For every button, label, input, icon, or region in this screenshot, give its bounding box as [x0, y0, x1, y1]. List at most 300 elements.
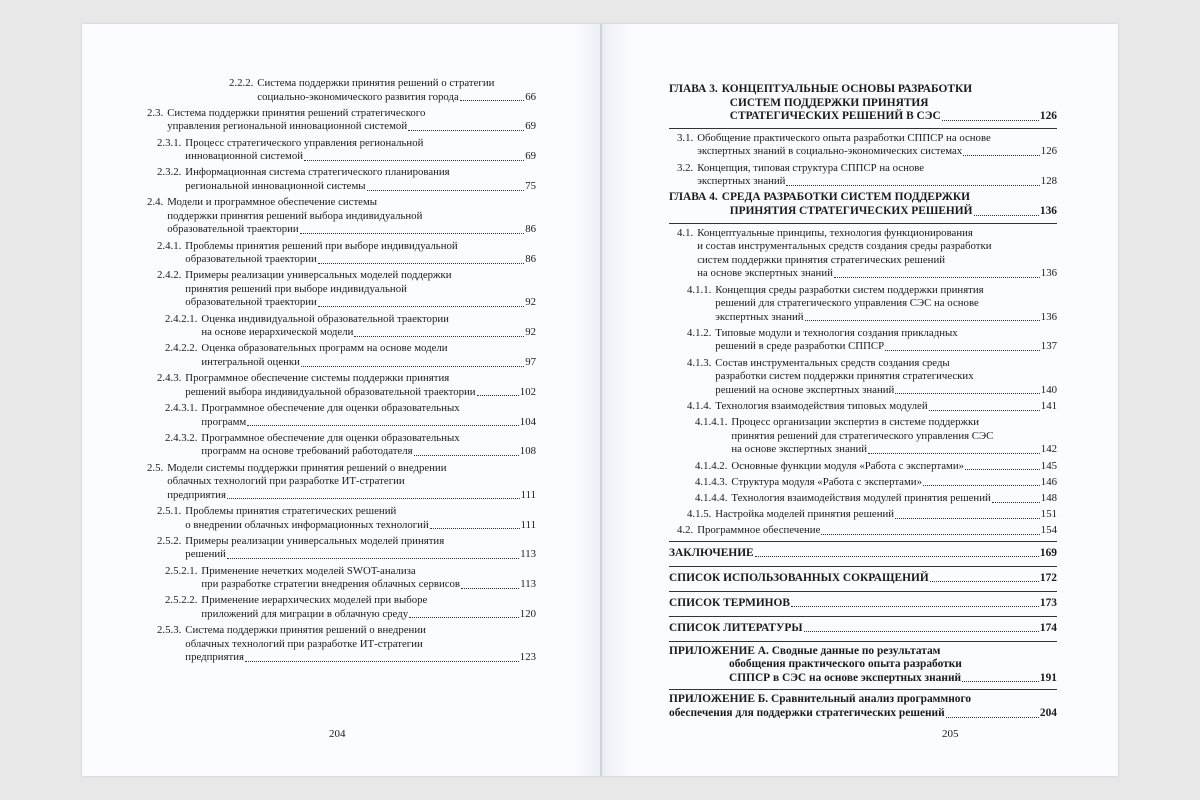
chapter-rule — [669, 128, 1057, 129]
toc-entry[interactable] — [669, 416, 1057, 457]
appendix-line — [669, 707, 1057, 721]
toc-entry-line — [669, 357, 1057, 371]
toc-entry-line — [669, 254, 1057, 268]
chapter-page: 136 — [1039, 204, 1057, 217]
toc-entry-page: 123 — [519, 651, 536, 664]
dot-leader — [227, 498, 520, 499]
toc-main-line — [669, 622, 1057, 635]
toc-entry-text: образовательной траектории — [185, 253, 317, 266]
toc-entry[interactable] — [669, 460, 1057, 474]
toc-entry-line — [147, 535, 536, 549]
toc-main-entry[interactable] — [669, 547, 1057, 560]
toc-main-page: 172 — [1039, 571, 1057, 584]
toc-entry-line — [147, 578, 536, 592]
toc-entry-line — [669, 416, 1057, 430]
toc-entry-text: Оценка образовательных программ на основе модели — [201, 342, 448, 355]
toc-entry-page: 137 — [1040, 340, 1057, 353]
toc-entry-number: 4.1. — [677, 226, 694, 239]
toc-entry-number: 2.4. — [147, 196, 164, 209]
toc-entry-text: и состав инструментальных средств создания среды разработки — [697, 240, 992, 253]
toc-entry-page: 146 — [1040, 475, 1057, 488]
toc-entry[interactable] — [669, 492, 1057, 506]
dot-leader — [245, 661, 519, 662]
toc-entry-text: решений на основе экспертных знаний — [715, 383, 895, 396]
chapter-title: КОНЦЕПТУАЛЬНЫЕ ОСНОВЫ РАЗРАБОТКИ — [721, 83, 973, 95]
toc-entry-text: социально-экономического развития города — [257, 90, 459, 103]
toc-entry-page: 126 — [1040, 145, 1057, 158]
toc-entry[interactable] — [669, 327, 1057, 354]
toc-entry[interactable] — [147, 565, 536, 592]
toc-entry-number: 2.5. — [147, 461, 164, 474]
toc-entry-text: интегральной оценки — [201, 356, 300, 369]
toc-entry-page: 92 — [525, 296, 536, 309]
toc-entry-text: при разработке стратегии внедрения облачных сервисов — [201, 578, 461, 591]
toc-entry-line — [147, 253, 536, 267]
toc-entry[interactable] — [669, 284, 1057, 325]
toc-entry-text: управления региональной инновационной системой — [167, 120, 408, 133]
toc-entry-text: поддержки принятия решений выбора индивидуальной — [167, 209, 423, 222]
toc-entry[interactable] — [147, 107, 536, 134]
toc-entry-line — [147, 594, 536, 608]
toc-entry-line — [147, 356, 536, 370]
toc-entry-line — [147, 296, 536, 310]
dot-leader — [895, 518, 1040, 519]
toc-entry-text: Технология взаимодействия типовых модулей — [715, 400, 928, 413]
toc-entry[interactable] — [147, 402, 536, 429]
dot-leader — [804, 631, 1039, 632]
toc-entry-number: 4.1.5. — [687, 508, 712, 521]
dot-leader — [461, 588, 519, 589]
toc-entry-number: 2.4.1. — [157, 239, 182, 252]
toc-entry-number: 2.5.2.1. — [165, 564, 198, 577]
toc-entry-page: 141 — [1040, 400, 1057, 413]
toc-entry-page: 108 — [519, 445, 536, 458]
toc-entry[interactable] — [147, 535, 536, 562]
toc-entry-line — [147, 120, 536, 134]
toc-entry-page: 111 — [520, 518, 536, 531]
appendix-text: СППСР в СЭС на основе экспертных знаний — [729, 671, 962, 684]
toc-entry-text: экспертных знаний в социально-экономических системах — [697, 145, 963, 158]
toc-entry-number: 2.5.3. — [157, 624, 182, 637]
toc-entry-line — [147, 624, 536, 638]
toc-entry-text: Процесс стратегического управления региональной — [185, 136, 424, 149]
dot-leader — [367, 190, 525, 191]
toc-entry-page: 92 — [525, 326, 536, 339]
chapter-line — [669, 205, 1057, 219]
toc-entry-line — [147, 505, 536, 519]
toc-main-line — [669, 597, 1057, 610]
toc-entry-text: о внедрении облачных информационных технологий — [185, 518, 429, 531]
toc-entry-line — [669, 132, 1057, 146]
toc-entry-number: 2.3. — [147, 106, 164, 119]
toc-main-title: СПИСОК ИСПОЛЬЗОВАННЫХ СОКРАЩЕНИЙ — [669, 571, 929, 584]
dot-leader — [408, 130, 524, 131]
toc-entry-number: 4.1.4.2. — [695, 459, 728, 472]
toc-entry-line — [147, 166, 536, 180]
appendix-line — [669, 645, 1057, 659]
toc-entry-number: 4.1.4.4. — [695, 491, 728, 504]
toc-entry-text: облачных технологий при разработке ИТ-стратегии — [185, 637, 423, 650]
toc-entry-line — [147, 372, 536, 386]
toc-entry-number: 2.4.3. — [157, 372, 182, 385]
toc-entry-line — [147, 565, 536, 579]
dot-leader — [786, 185, 1039, 186]
toc-entry-text: Система поддержки принятия решений о внедрении — [185, 624, 426, 637]
toc-entry-line — [669, 284, 1057, 298]
toc-entry-page: 148 — [1040, 491, 1057, 504]
toc-entry-page: 128 — [1040, 175, 1057, 188]
section-rule — [669, 591, 1057, 592]
toc-entry-line — [147, 210, 536, 224]
dot-leader — [430, 528, 520, 529]
toc-entry-line — [147, 77, 536, 91]
toc-entry-line — [147, 475, 536, 489]
chapter-title: СРЕДА РАЗРАБОТКИ СИСТЕМ ПОДДЕРЖКИ — [721, 191, 970, 204]
toc-entry[interactable] — [669, 524, 1057, 538]
chapter-3-heading[interactable] — [669, 83, 1057, 124]
toc-entry-page: 111 — [520, 488, 536, 501]
left-page — [82, 24, 600, 776]
toc-entry-number: 2.4.2.1. — [165, 312, 198, 325]
toc-entry-page: 142 — [1040, 443, 1057, 456]
toc-entry-number: 2.2.2. — [229, 77, 254, 89]
toc-main-entry[interactable] — [669, 622, 1057, 635]
chapter-number: ГЛАВА 4. — [669, 191, 718, 204]
toc-entry-page: 104 — [519, 415, 536, 428]
toc-main-title: СПИСОК ЛИТЕРАТУРЫ — [669, 621, 803, 634]
chapter-title: СТРАТЕГИЧЕСКИХ РЕШЕНИЙ В СЭС — [729, 110, 941, 123]
dot-leader — [992, 502, 1040, 503]
toc-entry-line — [669, 384, 1057, 398]
toc-entry-line — [669, 240, 1057, 254]
appendix-page: 204 — [1039, 706, 1057, 719]
toc-entry-text: экспертных знаний — [715, 310, 804, 323]
toc-entry-text: экспертных знаний — [697, 175, 786, 188]
toc-entry-line — [147, 548, 536, 562]
toc-entry-line — [147, 180, 536, 194]
chapter-page: 126 — [1039, 110, 1057, 123]
toc-entry-text: программ — [201, 415, 247, 428]
toc-entry-text: региональной инновационной системы — [185, 179, 366, 192]
toc-entry-line — [669, 508, 1057, 522]
chapter-line — [669, 110, 1057, 124]
chapter-line — [669, 191, 1057, 205]
toc-entry-text: Программное обеспечение для оценки образовательных — [201, 402, 460, 414]
toc-entry-text: Концептуальные принципы, технология функционирования — [697, 226, 973, 239]
chapter-line — [669, 97, 1057, 111]
toc-entry[interactable] — [147, 342, 536, 369]
toc-entry-line — [147, 432, 536, 446]
chapter-title: ПРИНЯТИЯ СТРАТЕГИЧЕСКИХ РЕШЕНИЙ — [729, 204, 973, 217]
dot-leader — [755, 556, 1039, 557]
toc-entry-line — [147, 462, 536, 476]
dot-leader — [791, 606, 1039, 607]
toc-entry-text: Оценка индивидуальной образовательной траектории — [201, 312, 449, 325]
toc-entry[interactable] — [669, 400, 1057, 414]
toc-entry-text: на основе экспертных знаний — [697, 267, 833, 280]
appendix-line — [669, 658, 1057, 672]
toc-entry-line — [669, 476, 1057, 490]
toc-entry-page: 120 — [519, 607, 536, 620]
dot-leader — [821, 534, 1039, 535]
toc-entry-text: решений выбора индивидуальной образовательной траектории — [185, 385, 476, 398]
toc-entry-text: облачных технологий при разработке ИТ-стратегии — [167, 475, 405, 488]
toc-entry-line — [147, 240, 536, 254]
toc-entry-text: образовательной траектории — [185, 296, 317, 309]
toc-entry-text: Примеры реализации универсальных моделей поддержки — [185, 269, 452, 282]
toc-entry-page: 136 — [1040, 267, 1057, 280]
toc-entry-text: Модели системы поддержки принятия решений о внедрении — [167, 461, 447, 474]
toc-entry[interactable] — [669, 508, 1057, 522]
appendix-a-entry[interactable] — [669, 645, 1057, 686]
dot-leader — [414, 455, 519, 456]
toc-entry-line — [669, 400, 1057, 414]
dot-leader — [923, 485, 1040, 486]
toc-entry-line — [147, 342, 536, 356]
toc-entry-text: Технология взаимодействия модулей принятия решений — [731, 491, 991, 504]
toc-entry[interactable] — [669, 132, 1057, 159]
toc-main-title: СПИСОК ТЕРМИНОВ — [669, 596, 791, 609]
dot-leader — [930, 581, 1039, 582]
appendix-line — [669, 672, 1057, 686]
section-rule — [669, 541, 1057, 542]
toc-entry-text: программ на основе требований работодателя — [201, 445, 413, 458]
toc-entry-line — [147, 489, 536, 503]
dot-leader — [974, 215, 1039, 216]
toc-entry-page: 86 — [525, 223, 536, 236]
toc-entry-line — [669, 327, 1057, 341]
chapter-line — [669, 83, 1057, 97]
toc-entry-text: Программное обеспечение для оценки образовательных — [201, 431, 460, 444]
toc-entry-page: 75 — [525, 179, 536, 192]
chapter-4-heading[interactable] — [669, 191, 1057, 218]
toc-entry-number: 4.1.2. — [687, 326, 712, 339]
dot-leader — [304, 160, 524, 161]
toc-entry-line — [669, 492, 1057, 506]
section-rule — [669, 641, 1057, 642]
toc-entry-page: 97 — [525, 356, 536, 369]
toc-main-page: 174 — [1039, 621, 1057, 634]
toc-entry-text: принятия решений при выборе индивидуальной — [185, 282, 407, 295]
toc-entry-line — [147, 91, 536, 105]
toc-entry-text: Программное обеспечение системы поддержки принятия — [185, 372, 450, 385]
toc-entry-text: решений в среде разработки СППСР — [715, 340, 885, 353]
toc-entry-text: систем поддержки принятия стратегических решений — [697, 253, 945, 266]
appendix-b-entry[interactable] — [669, 693, 1057, 720]
toc-entry-line — [147, 223, 536, 237]
dot-leader — [805, 320, 1040, 321]
toc-entry-number: 2.4.2. — [157, 269, 182, 282]
toc-entry-number: 2.3.1. — [157, 136, 182, 149]
toc-entry-text: Основные функции модуля «Работа с экспертами» — [731, 459, 965, 472]
toc-entry-text: Программное обеспечение — [697, 524, 821, 537]
toc-entry[interactable] — [669, 357, 1057, 398]
appendix-line — [669, 693, 1057, 707]
toc-entry-number: 4.2. — [677, 524, 694, 537]
toc-entry-line — [147, 137, 536, 151]
toc-entry-text: Система поддержки принятия решений о стратегии — [257, 77, 495, 89]
dot-leader — [965, 469, 1040, 470]
toc-entry-number: 2.3.2. — [157, 166, 182, 179]
toc-entry-page: 151 — [1040, 508, 1057, 521]
toc-entry-line — [147, 269, 536, 283]
toc-entry-line — [669, 430, 1057, 444]
toc-main-title: ЗАКЛЮЧЕНИЕ — [669, 546, 754, 559]
toc-entry-text: на основе экспертных знаний — [731, 443, 868, 456]
toc-entry-text: принятия решений для стратегического управления СЭС — [731, 429, 994, 442]
dot-leader — [247, 425, 519, 426]
toc-entry-text: предприятия — [185, 651, 244, 664]
toc-main-page: 173 — [1039, 596, 1057, 609]
dot-leader — [477, 395, 519, 396]
toc-entry[interactable] — [147, 505, 536, 532]
toc-entry-line — [669, 227, 1057, 241]
toc-entry-line — [147, 326, 536, 340]
dot-leader — [868, 453, 1040, 454]
section-rule — [669, 616, 1057, 617]
toc-entry[interactable] — [147, 166, 536, 193]
toc-entry-text: приложений для миграции в облачную среду — [201, 607, 409, 620]
toc-list-left — [147, 77, 536, 667]
dot-leader — [946, 717, 1039, 718]
toc-entry-line — [669, 162, 1057, 176]
toc-main-entry[interactable] — [669, 572, 1057, 585]
toc-entry-line — [147, 638, 536, 652]
toc-list-right — [669, 81, 1057, 725]
toc-entry[interactable] — [147, 137, 536, 164]
toc-entry-page: 113 — [520, 578, 536, 591]
toc-entry-number: 2.5.2. — [157, 534, 182, 547]
section-rule — [669, 689, 1057, 690]
dot-leader — [962, 681, 1039, 682]
book-spread — [82, 24, 1118, 776]
toc-entry[interactable] — [147, 196, 536, 237]
toc-entry[interactable] — [147, 77, 536, 104]
toc-entry-number: 4.1.3. — [687, 356, 712, 369]
toc-main-page: 169 — [1039, 546, 1057, 559]
toc-entry-number: 3.2. — [677, 161, 694, 174]
toc-entry-text: Типовые модули и технология создания прикладных — [715, 326, 958, 339]
dot-leader — [885, 350, 1040, 351]
toc-entry[interactable] — [669, 162, 1057, 189]
toc-entry-text: Обобщение практического опыта разработки СППСР на основе — [697, 131, 991, 144]
dot-leader — [834, 277, 1040, 278]
dot-leader — [929, 410, 1040, 411]
toc-entry-line — [669, 340, 1057, 354]
toc-entry-line — [147, 107, 536, 121]
toc-entry-number: 2.4.3.1. — [165, 402, 198, 414]
toc-entry-line — [669, 297, 1057, 311]
toc-entry-text: Концепция, типовая структура СППСР на основе — [697, 161, 925, 174]
toc-entry-text: Применение иерархических моделей при выборе — [201, 594, 428, 607]
toc-entry-text: разработки систем поддержки принятия стратегических — [715, 370, 974, 383]
toc-entry-page: 66 — [525, 90, 536, 103]
toc-entry-line — [147, 402, 536, 416]
toc-entry-text: на основе иерархической модели — [201, 326, 354, 339]
appendix-text: обеспечения для поддержки стратегических решений — [669, 706, 945, 719]
chapter-rule — [669, 223, 1057, 224]
toc-main-line — [669, 572, 1057, 585]
toc-entry-text: образовательной траектории — [167, 223, 299, 236]
page-number-right: 205 — [942, 728, 959, 740]
dot-leader — [318, 306, 524, 307]
toc-entry-number: 2.5.2.2. — [165, 594, 198, 607]
toc-entry-line — [147, 283, 536, 297]
toc-entry-page: 145 — [1040, 459, 1057, 472]
toc-entry-text: инновационной системой — [185, 150, 304, 163]
toc-entry[interactable] — [147, 313, 536, 340]
toc-entry-page: 102 — [519, 385, 536, 398]
toc-entry[interactable] — [147, 624, 536, 665]
toc-entry[interactable] — [147, 432, 536, 459]
toc-entry-page: 69 — [525, 120, 536, 133]
toc-main-line — [669, 547, 1057, 560]
toc-entry-number: 4.1.4. — [687, 400, 712, 413]
toc-entry-line — [669, 370, 1057, 384]
chapter-number: ГЛАВА 3. — [669, 83, 718, 95]
toc-entry-page: 154 — [1040, 524, 1057, 537]
toc-entry-text: решений — [185, 548, 226, 561]
toc-entry-line — [669, 460, 1057, 474]
toc-entry-line — [669, 524, 1057, 538]
toc-main-entry[interactable] — [669, 597, 1057, 610]
appendix-text: обобщения практического опыта разработки — [729, 658, 962, 671]
toc-entry[interactable] — [147, 462, 536, 503]
toc-entry-line — [147, 445, 536, 459]
dot-leader — [354, 336, 524, 337]
toc-entry-page: 69 — [525, 150, 536, 163]
toc-entry-line — [669, 311, 1057, 325]
toc-entry-text: Проблемы принятия стратегических решений — [185, 504, 397, 517]
toc-entry-number: 4.1.4.1. — [695, 416, 728, 429]
dot-leader — [318, 263, 524, 264]
dot-leader — [227, 558, 519, 559]
dot-leader — [301, 366, 524, 367]
toc-entry-text: Информационная система стратегического планирования — [185, 166, 450, 179]
toc-entry-line — [669, 175, 1057, 189]
toc-entry-line — [147, 519, 536, 533]
toc-entry[interactable] — [147, 594, 536, 621]
toc-entry-page: 86 — [525, 253, 536, 266]
dot-leader — [409, 617, 519, 618]
toc-entry[interactable] — [669, 476, 1057, 490]
toc-entry-text: Процесс организации экспертиз в системе поддержки — [731, 416, 979, 429]
toc-entry[interactable] — [147, 269, 536, 310]
toc-entry-text: Состав инструментальных средств создания среды — [715, 356, 950, 369]
toc-entry[interactable] — [669, 227, 1057, 281]
page-number-left: 204 — [329, 728, 346, 740]
toc-entry-text: Структура модуля «Работа с экспертами» — [731, 475, 922, 488]
toc-entry[interactable] — [147, 240, 536, 267]
appendix-text: ПРИЛОЖЕНИЕ Б. Сравнительный анализ программного — [669, 693, 972, 706]
toc-entry-text: Примеры реализации универсальных моделей принятия — [185, 534, 445, 547]
appendix-page: 191 — [1039, 671, 1057, 684]
toc-entry-number: 4.1.4.3. — [695, 475, 728, 488]
toc-entry-page: 140 — [1040, 383, 1057, 396]
chapter-title: СИСТЕМ ПОДДЕРЖКИ ПРИНЯТИЯ — [729, 96, 929, 109]
toc-entry[interactable] — [147, 372, 536, 399]
dot-leader — [460, 100, 524, 101]
toc-entry-text: предприятия — [167, 488, 226, 501]
toc-entry-number: 4.1.1. — [687, 283, 712, 296]
toc-entry-text: Проблемы принятия решений при выборе индивидуальной — [185, 239, 458, 252]
toc-entry-text: Концепция среды разработки систем поддержки принятия — [715, 283, 984, 296]
dot-leader — [942, 120, 1039, 121]
dot-leader — [963, 155, 1040, 156]
toc-entry-page: 136 — [1040, 310, 1057, 323]
toc-entry-line — [669, 443, 1057, 457]
toc-entry-line — [147, 651, 536, 665]
